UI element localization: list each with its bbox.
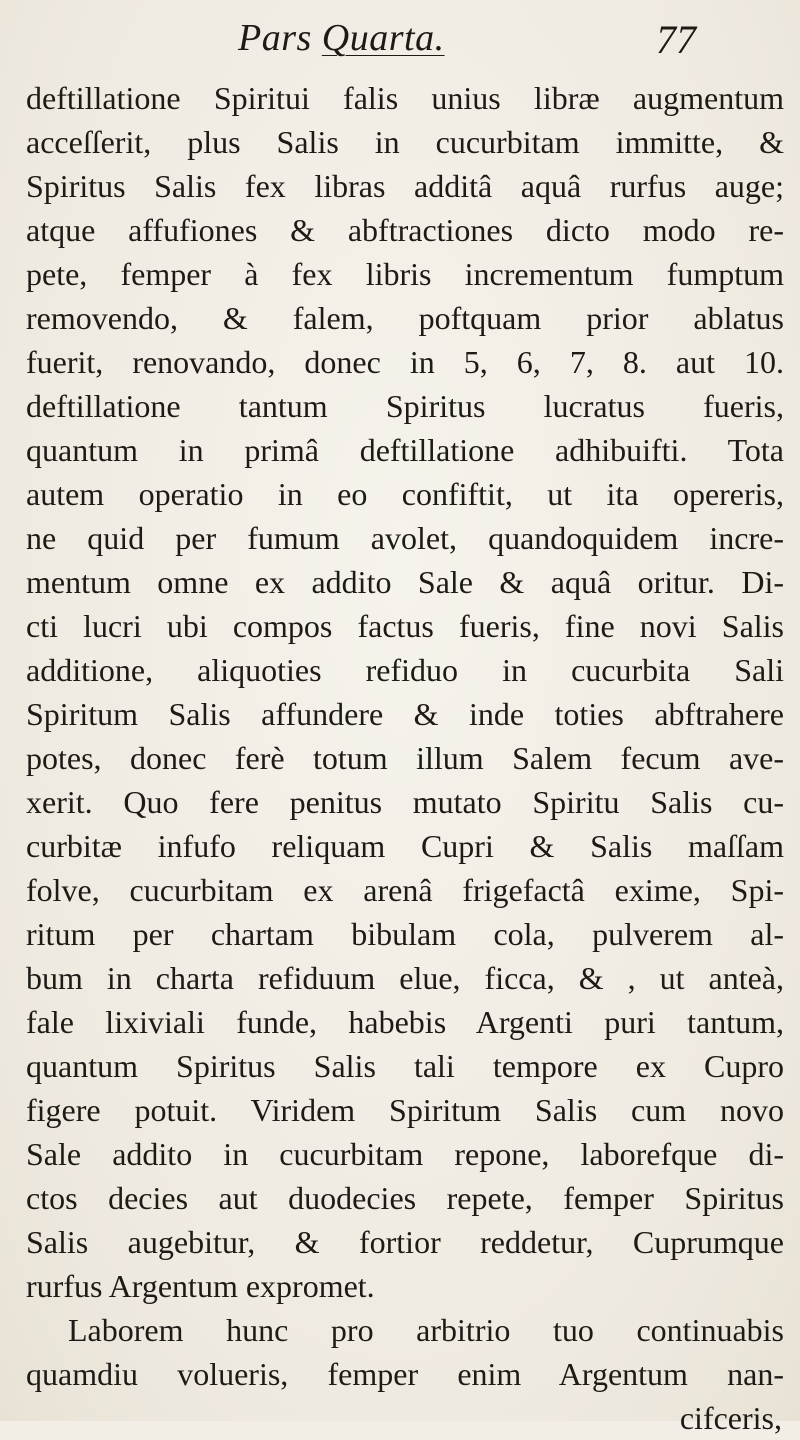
running-head [238,16,445,60]
text-line: atque affufiones & abftractiones dicto modo re- [26,212,784,248]
paragraph-end-line: rurfus Argentum expromet. [26,1268,375,1304]
text-line: bum in charta refiduum elue, ficca, & , ut anteà, [26,960,784,996]
text-line: quantum Spiritus Salis tali tempore ex Cupro [26,1048,784,1084]
paragraph-first-line: Laborem hunc pro arbitrio tuo continuabis [68,1312,784,1348]
text-line: autem operatio in eo confiftit, ut ita opereris, [26,476,784,512]
text-line: Spiritus Salis fex libras additâ aquâ rurfus auge; [26,168,784,204]
text-line: curbitæ infufo reliquam Cupri & Salis maſſam [26,828,784,864]
text-line: ritum per chartam bibulam cola, pulverem al- [26,916,784,952]
text-line: deftillatione tantum Spiritus lucratus fueris, [26,388,784,424]
text-line: figere potuit. Viridem Spiritum Salis cum novo [26,1092,784,1128]
text-line: Salis augebitur, & fortior reddetur, Cuprumque [26,1224,784,1260]
text-line: cti lucri ubi compos factus fueris, fine novi Salis [26,608,784,644]
text-line: mentum omne ex addito Sale & aquâ oritur. Di- [26,564,784,600]
text-line: xerit. Quo fere penitus mutato Spiritu Salis cu- [26,784,784,820]
running-head-word: Quarta. [321,17,445,59]
text-line: removendo, & falem, poftquam prior ablatus [26,300,784,336]
text-line: ne quid per fumum avolet, quandoquidem incre- [26,520,784,556]
text-line: acceſſerit, plus Salis in cucurbitam immitte, & [26,124,784,160]
text-line: folve, cucurbitam ex arenâ frigefactâ exime, Spi- [26,872,784,908]
text-line: quantum in primâ deftillatione adhibuifti. Tota [26,432,784,468]
text-line: ctos decies aut duodecies repete, femper Spiritus [26,1180,784,1216]
text-line: quamdiu volueris, femper enim Argentum nan- [26,1356,784,1392]
text-line: Sale addito in cucurbitam repone, laborefque di- [26,1136,784,1172]
running-head-prefix: Pars [238,17,322,59]
page-header [0,8,800,68]
text-line: fuerit, renovando, donec in 5, 6, 7, 8. aut 10. [26,344,784,380]
text-line: additione, aliquoties refiduo in cucurbita Sali [26,652,784,688]
page-number: 77 [656,17,696,62]
text-line: deftillatione Spiritui falis unius libræ augmentum [26,80,784,116]
text-line: Spiritum Salis affundere & inde toties abftrahere [26,696,784,732]
text-line: potes, donec ferè totum illum Salem fecum ave- [26,740,784,776]
text-line: pete, femper à fex libris incrementum fumptum [26,256,784,292]
catchword-line: cifceris, [679,1400,782,1436]
text-line: fale lixiviali funde, habebis Argenti puri tantum, [26,1004,784,1040]
